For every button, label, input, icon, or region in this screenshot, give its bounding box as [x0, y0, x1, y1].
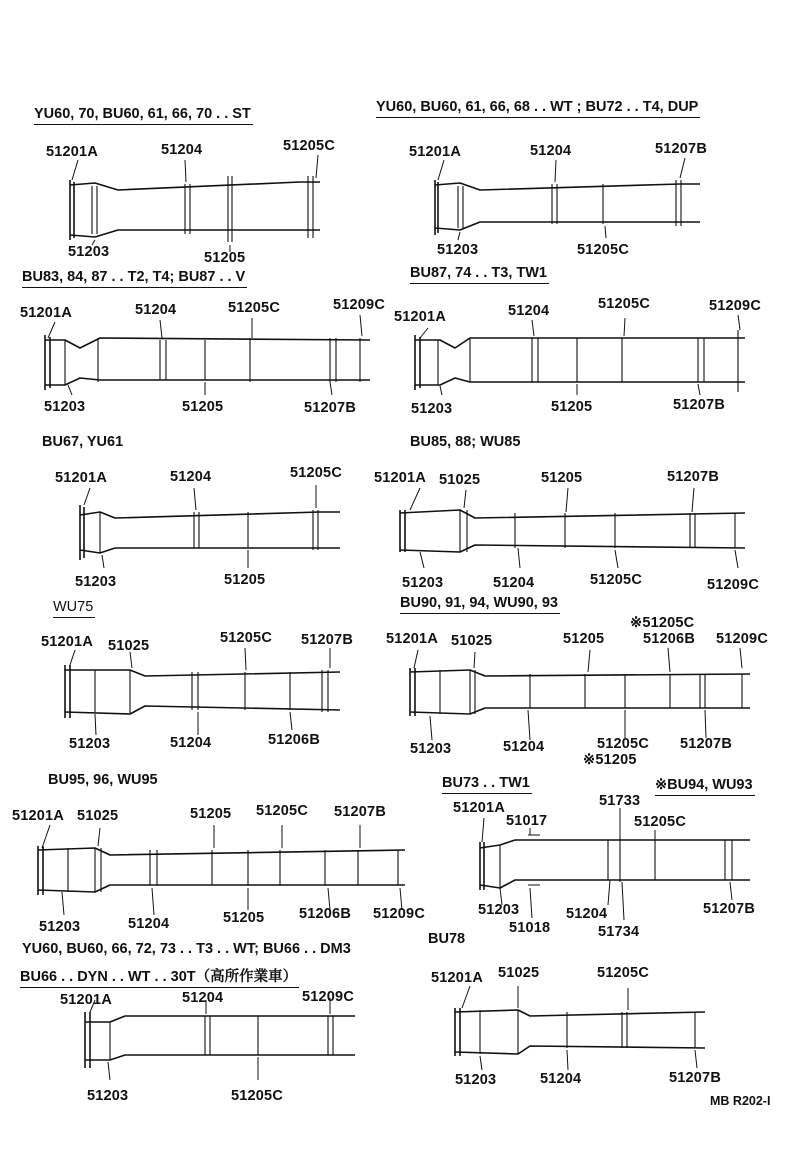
- part-label: 51205C: [290, 465, 342, 481]
- part-label: 51201A: [431, 970, 483, 986]
- frame-drawing-p5: [80, 485, 340, 568]
- part-label: 51201A: [409, 144, 461, 160]
- part-label: 51209C: [333, 297, 385, 313]
- part-label: 51201A: [12, 808, 64, 824]
- frame-drawing-p7: [65, 648, 340, 735]
- header-p12: BU78: [428, 931, 466, 947]
- part-label: 51734: [598, 924, 640, 940]
- part-label: ※51205C: [630, 615, 695, 631]
- part-label: 51204: [530, 143, 572, 159]
- header-p3: BU83, 84, 87 . . T2, T4; BU87 . . V: [22, 270, 247, 288]
- part-label: 51205: [204, 250, 246, 266]
- part-label: 51203: [402, 575, 444, 591]
- part-label: 51201A: [60, 992, 112, 1008]
- part-label: 51203: [411, 401, 453, 417]
- part-label: 51205: [224, 572, 266, 588]
- part-label: 51204: [508, 303, 550, 319]
- part-label: 51205C: [577, 242, 629, 258]
- part-label: 51201A: [394, 309, 446, 325]
- part-label: 51205C: [256, 803, 308, 819]
- part-label: 51207B: [304, 400, 356, 416]
- part-label: 51204: [135, 302, 177, 318]
- part-label: 51018: [509, 920, 551, 936]
- part-label: 51209C: [373, 906, 425, 922]
- part-label: 51025: [451, 633, 493, 649]
- part-label: 51204: [182, 990, 224, 1006]
- part-label: 51201A: [453, 800, 505, 816]
- frame-drawing-p11: [85, 998, 355, 1080]
- header-p8: BU90, 91, 94, WU90, 93: [400, 596, 560, 614]
- part-label: 51203: [410, 741, 452, 757]
- header-p5: BU67, YU61: [42, 434, 124, 450]
- part-label: 51205C: [597, 965, 649, 981]
- frame-drawing-p6: [400, 488, 745, 568]
- part-label: 51205: [563, 631, 605, 647]
- part-label: 51205C: [634, 814, 686, 830]
- part-label: 51209C: [302, 989, 354, 1005]
- part-label: 51204: [493, 575, 535, 591]
- header-p10: BU73 . . TW1: [442, 776, 532, 794]
- part-label: 51207B: [334, 804, 386, 820]
- part-label: 51201A: [374, 470, 426, 486]
- part-label: 51207B: [673, 397, 725, 413]
- part-label: 51205: [551, 399, 593, 415]
- part-label: 51209C: [716, 631, 768, 647]
- part-label: 51025: [439, 472, 481, 488]
- header-p2: YU60, BU60, 61, 66, 68 . . WT ; BU72 . . T4, DUP: [376, 100, 700, 118]
- part-label: 51204: [170, 735, 212, 751]
- header-p9: BU95, 96, WU95: [48, 772, 158, 788]
- part-label: 51205: [541, 470, 583, 486]
- part-label: 51207B: [667, 469, 719, 485]
- part-label: 51204: [540, 1071, 582, 1087]
- part-label: 51017: [506, 813, 548, 829]
- part-label: 51207B: [655, 141, 707, 157]
- part-label: 51206B: [299, 906, 351, 922]
- header-p11: YU60, BU60, 66, 72, 73 . . T3 . . WT; BU66 . . DM3: [22, 941, 351, 957]
- part-label: 51209C: [709, 298, 761, 314]
- part-label: 51733: [599, 793, 641, 809]
- part-label: 51203: [437, 242, 479, 258]
- part-label: 51025: [77, 808, 119, 824]
- part-label: 51207B: [669, 1070, 721, 1086]
- part-label: 51201A: [46, 144, 98, 160]
- part-label: 51205: [223, 910, 265, 926]
- part-label: 51203: [39, 919, 81, 935]
- part-label: 51207B: [301, 632, 353, 648]
- frame-drawing-p12: [455, 986, 705, 1070]
- frame-drawing-p3: [45, 315, 370, 395]
- part-label: 51201A: [41, 634, 93, 650]
- part-label: 51025: [498, 965, 540, 981]
- part-label: 51203: [455, 1072, 497, 1088]
- part-label: 51203: [69, 736, 111, 752]
- part-label: 51203: [68, 244, 110, 260]
- frame-drawing-p1: [70, 155, 320, 252]
- header-p4: BU87, 74 . . T3, TW1: [410, 266, 549, 284]
- part-label: 51205C: [590, 572, 642, 588]
- part-label: 51204: [128, 916, 170, 932]
- part-label: 51203: [478, 902, 520, 918]
- part-label: 51206B: [268, 732, 320, 748]
- part-label: 51201A: [55, 470, 107, 486]
- frame-drawing-p2: [435, 158, 700, 240]
- part-label: 51204: [566, 906, 608, 922]
- part-label: 51209C: [707, 577, 759, 593]
- frame-drawing-p4: [415, 315, 745, 395]
- part-label: 51205C: [598, 296, 650, 312]
- part-label: 51205C: [283, 138, 335, 154]
- part-label: 51205C: [597, 736, 649, 752]
- part-label: 51204: [161, 142, 203, 158]
- frame-drawing-p8: [410, 648, 750, 740]
- part-label: 51207B: [703, 901, 755, 917]
- part-label: 51207B: [680, 736, 732, 752]
- header-p6: BU85, 88; WU85: [410, 434, 521, 450]
- part-label: 51203: [87, 1088, 129, 1104]
- part-label: 51203: [75, 574, 117, 590]
- part-label: 51201A: [386, 631, 438, 647]
- part-label: 51204: [170, 469, 212, 485]
- part-label: 51206B: [643, 631, 695, 647]
- note-p10: ※BU94, WU93: [655, 778, 755, 796]
- header-p7: WU75: [53, 600, 95, 618]
- part-label: 51203: [44, 399, 86, 415]
- part-label: 51204: [503, 739, 545, 755]
- header-p1: YU60, 70, BU60, 61, 66, 70 . . ST: [34, 107, 253, 125]
- frame-drawing-p9: [38, 825, 405, 915]
- part-label: 51025: [108, 638, 150, 654]
- header2-p11: BU66 . . DYN . . WT . . 30T（高所作業車）: [20, 970, 299, 988]
- reference-code: MB R202-I: [710, 1094, 771, 1108]
- part-label: 51205C: [220, 630, 272, 646]
- part-label: 51205C: [231, 1088, 283, 1104]
- part-label: 51205: [182, 399, 224, 415]
- part-label: 51201A: [20, 305, 72, 321]
- part-label: ※51205: [583, 752, 637, 768]
- part-label: 51205C: [228, 300, 280, 316]
- part-label: 51205: [190, 806, 232, 822]
